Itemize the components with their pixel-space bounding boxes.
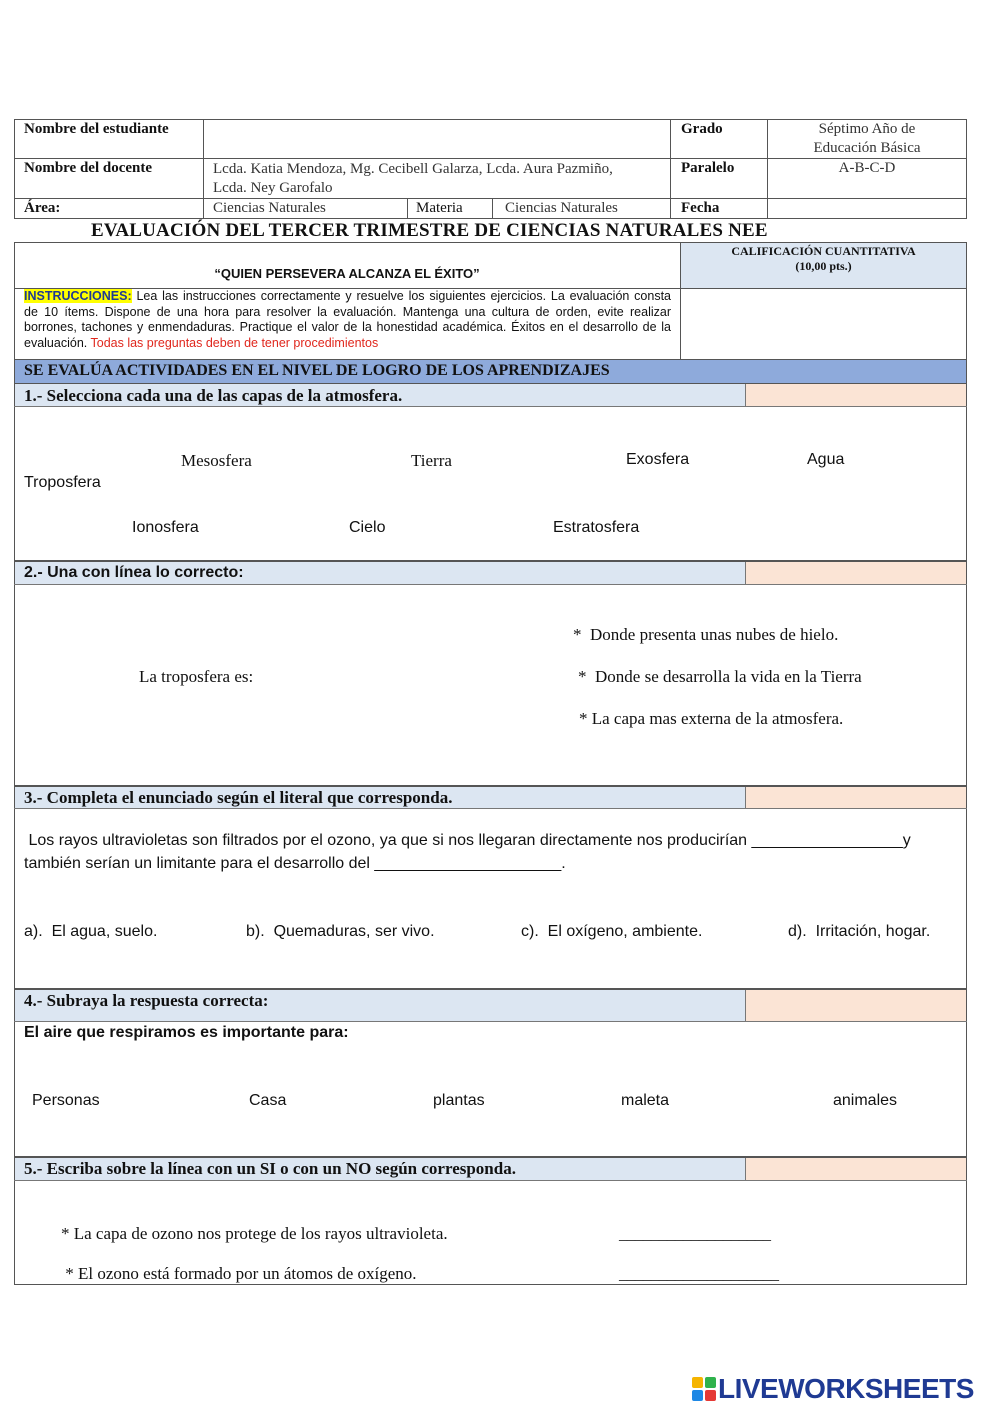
divider bbox=[745, 787, 746, 808]
teacher-value-line: Lcda. Ney Garofalo bbox=[213, 180, 333, 196]
q3-sentence-line: también serían un limitante para el desarrollo del _____________________. bbox=[24, 855, 566, 872]
q1-score-cell[interactable] bbox=[746, 384, 966, 406]
divider bbox=[14, 1021, 967, 1022]
q2-right-item[interactable]: * La capa mas externa de la atmosfera. bbox=[579, 709, 844, 728]
q4-option[interactable]: Casa bbox=[249, 1092, 287, 1109]
q4-prompt: El aire que respiramos es importante para: bbox=[24, 1024, 349, 1041]
date-field[interactable] bbox=[768, 199, 966, 218]
liveworksheets-icon bbox=[692, 1377, 716, 1401]
page-title: EVALUACIÓN DEL TERCER TRIMESTRE DE CIENCIAS NATURALES NEE bbox=[91, 220, 768, 241]
liveworksheets-brand: LIVEWORKSHEETS bbox=[718, 1373, 974, 1404]
q3-option[interactable]: b). Quemaduras, ser vivo. bbox=[246, 923, 435, 940]
liveworksheets-logo bbox=[692, 1373, 974, 1405]
instructions-label: INSTRUCCIONES: bbox=[24, 289, 132, 303]
q5-score-cell[interactable] bbox=[746, 1158, 966, 1180]
q4-option[interactable]: animales bbox=[833, 1092, 898, 1109]
q3-option[interactable]: a). El agua, suelo. bbox=[24, 923, 158, 940]
q2-right-item[interactable]: * Donde presenta unas nubes de hielo. bbox=[573, 625, 839, 644]
subject-label: Materia bbox=[416, 200, 463, 216]
student-name-field[interactable] bbox=[205, 120, 668, 157]
instructions-text: Lea las instrucciones correctamente y resuelve los siguientes ejercicios. La evaluación consta de 10 ítems. Dispone de una hora para resolver la evaluación. Mantenga una cultura de orden, evite realizar borrones, tachones y enmendaduras. Practique el valor de la honestidad académica. Éxitos en el desarrollo de la evaluación. bbox=[24, 289, 671, 350]
parallel-value: A-B-C-D bbox=[838, 160, 896, 176]
divider bbox=[14, 1180, 967, 1181]
q3-option[interactable]: d). Irritación, hogar. bbox=[788, 923, 931, 940]
divider bbox=[14, 808, 967, 809]
grade-value-line: Educación Básica bbox=[813, 140, 921, 156]
grade-box-line: (10,00 pts.) bbox=[795, 259, 852, 273]
area-value: Ciencias Naturales bbox=[213, 200, 326, 216]
q5-statement: * El ozono está formado por un átomos de oxígeno. bbox=[61, 1264, 417, 1283]
question-3 bbox=[14, 786, 967, 989]
teacher-value-line: Lcda. Katia Mendoza, Mg. Cecibell Galarza, Lcda. Aura Pazmiño, bbox=[213, 161, 613, 177]
subject-value: Ciencias Naturales bbox=[505, 200, 618, 216]
q1-option[interactable]: Exosfera bbox=[626, 451, 690, 468]
q4-title: 4.- Subraya la respuesta correcta: bbox=[24, 991, 269, 1010]
q1-option[interactable]: Ionosfera bbox=[132, 519, 199, 536]
grade-box-title bbox=[681, 244, 966, 274]
divider bbox=[203, 119, 204, 219]
q1-option[interactable]: Estratosfera bbox=[553, 519, 640, 536]
q5-statement: * La capa de ozono nos protege de los rayos ultravioleta. bbox=[61, 1224, 448, 1243]
q2-left-item[interactable]: La troposfera es: bbox=[139, 667, 254, 686]
score-field[interactable] bbox=[681, 289, 966, 359]
divider bbox=[670, 119, 671, 219]
q2-right-item[interactable]: * Donde se desarrolla la vida en la Tierra bbox=[578, 667, 862, 686]
q2-title: 2.- Una con línea lo correcto: bbox=[24, 564, 244, 581]
divider bbox=[407, 198, 408, 219]
divider bbox=[745, 562, 746, 584]
q3-option[interactable]: c). El oxígeno, ambiente. bbox=[521, 923, 703, 940]
teacher-value bbox=[213, 160, 613, 198]
divider bbox=[745, 384, 746, 406]
q1-option[interactable]: Troposfera bbox=[24, 474, 101, 491]
teacher-label: Nombre del docente bbox=[24, 160, 153, 176]
q1-option[interactable]: Mesosfera bbox=[181, 451, 252, 470]
q5-answer-line[interactable]: ____________________ bbox=[619, 1266, 779, 1283]
student-label: Nombre del estudiante bbox=[24, 121, 169, 137]
divider bbox=[14, 158, 967, 159]
motto: “QUIEN PERSEVERA ALCANZA EL ÉXITO” bbox=[214, 266, 480, 281]
grade-box-line: CALIFICACIÓN CUANTITATIVA bbox=[731, 244, 916, 258]
divider bbox=[14, 406, 967, 407]
q4-option[interactable]: maleta bbox=[621, 1092, 670, 1109]
instructions-warning: Todas las preguntas deben de tener procedimientos bbox=[90, 335, 379, 350]
q3-sentence-line: Los rayos ultravioletas son filtrados por el ozono, ya que si nos llegaran directamente nos producirían _________________y bbox=[24, 832, 911, 849]
section-title: SE EVALÚA ACTIVIDADES EN EL NIVEL DE LOGRO DE LOS APRENDIZAJES bbox=[24, 362, 610, 379]
q2-score-cell[interactable] bbox=[746, 562, 966, 584]
instructions bbox=[24, 289, 671, 351]
q5-answer-line[interactable]: ___________________ bbox=[619, 1226, 771, 1243]
divider bbox=[745, 1158, 746, 1180]
divider bbox=[745, 990, 746, 1021]
q5-title: 5.- Escriba sobre la línea con un SI o con un NO según corresponda. bbox=[24, 1159, 516, 1178]
q1-option[interactable]: Cielo bbox=[349, 519, 386, 536]
q1-title: 1.- Selecciona cada una de las capas de la atmosfera. bbox=[24, 386, 403, 405]
q4-option[interactable]: Personas bbox=[32, 1092, 100, 1109]
divider bbox=[14, 584, 967, 585]
grade-value bbox=[768, 120, 966, 158]
parallel-label: Paralelo bbox=[681, 160, 735, 176]
q1-option[interactable]: Tierra bbox=[411, 451, 452, 470]
q4-option[interactable]: plantas bbox=[433, 1092, 485, 1109]
grade-label: Grado bbox=[681, 121, 723, 137]
area-label: Área: bbox=[24, 200, 61, 216]
divider bbox=[492, 198, 493, 219]
q1-option[interactable]: Agua bbox=[807, 451, 845, 468]
q3-title: 3.- Completa el enunciado según el literal que corresponda. bbox=[24, 788, 453, 807]
q4-score-cell[interactable] bbox=[746, 990, 966, 1021]
grade-value-line: Séptimo Año de bbox=[818, 121, 916, 137]
q3-score-cell[interactable] bbox=[746, 787, 966, 808]
date-label: Fecha bbox=[681, 200, 720, 216]
